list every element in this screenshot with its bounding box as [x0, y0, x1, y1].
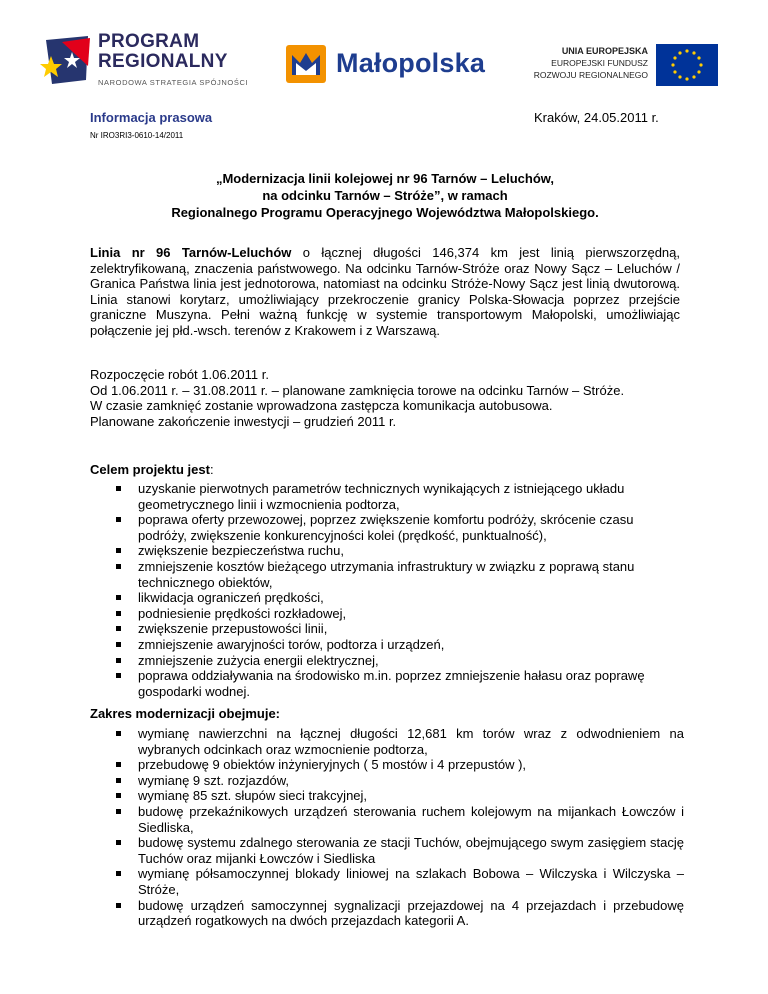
list-item-text: zwiększenie przepustowości linii,: [138, 621, 328, 637]
list-item: [108, 512, 684, 543]
bullet-icon: [116, 840, 121, 845]
schedule-start: Rozpoczęcie robót 1.06.2011 r.: [90, 367, 269, 382]
document-type-label: Informacja prasowa: [90, 110, 213, 125]
list-item: [108, 866, 684, 897]
list-item: [108, 606, 684, 622]
headline-line3: Regionalnego Programu Operacyjnego Województwa Małopolskiego.: [171, 205, 599, 220]
list-item-text: podniesienie prędkości rozkładowej,: [138, 605, 347, 621]
list-item-text: zmniejszenie zużycia energii elektrycznej,: [138, 652, 379, 668]
eu-fund-logo: [522, 44, 718, 88]
bullet-icon: [116, 517, 121, 522]
list-item-text: zmniejszenie awaryjności torów, podtorza i urządzeń,: [138, 636, 445, 652]
list-item-text: poprawa oferty przewozowej, poprzez zwiększenie komfortu podróży, skrócenie czasu podróży, zwiększenie konkurencyjności kolei (prędkość, punktualność),: [138, 512, 634, 543]
scope-heading: Zakres modernizacji obejmuje:: [90, 706, 281, 721]
list-item-text: wymianę 9 szt. rozjazdów,: [138, 772, 290, 788]
bullet-icon: [116, 486, 121, 491]
bullet-icon: [116, 871, 121, 876]
list-item-text: zmniejszenie kosztów bieżącego utrzymania infrastruktury w związku z poprawą stanu technicznego obiektów,: [138, 558, 635, 590]
bullet-icon: [116, 658, 121, 663]
goals-heading-text: Celem projektu jest: [90, 462, 210, 477]
list-item: [108, 653, 684, 669]
list-item: [108, 773, 684, 789]
scope-list: [108, 726, 684, 929]
bullet-icon: [116, 731, 121, 736]
bullet-icon: [116, 778, 121, 783]
list-item: [108, 559, 684, 590]
goals-heading-colon: :: [209, 462, 214, 477]
headline-line2: na odcinku Tarnów – Stróże”, w ramach: [262, 188, 508, 203]
list-item: [108, 726, 684, 757]
malopolska-logo-text: Małopolska: [336, 48, 486, 78]
list-item: [108, 788, 684, 804]
intro-bold-lead: Linia nr 96 Tarnów-Leluchów: [90, 245, 292, 260]
list-item-text: przebudowę 9 obiektów inżynieryjnych ( 5 mostów i 4 przepustów ),: [138, 757, 527, 773]
list-item-text: uzyskanie pierwotnych parametrów technicznych wynikających z istniejącego układu geometrycznego linii i wzmocnienia podtorza,: [138, 481, 625, 512]
list-item-text: budowę systemu zdalnego sterowania ze stacji Tuchów, obejmującego swym zasięgiem stację Tuchów oraz mijanki Łowczów i Siedliska: [138, 835, 684, 866]
list-item: [108, 898, 684, 929]
headline-line1: „Modernizacja linii kolejowej nr 96 Tarnów – Leluchów,: [215, 171, 555, 186]
goals-list: [108, 481, 684, 699]
bullet-icon: [116, 611, 121, 616]
schedule-closure: Od 1.06.2011 r. – 31.08.2011 r. – planowane zamknięcia torowe na odcinku Tarnów – Stróże.: [90, 382, 625, 398]
press-release-headline: [90, 170, 680, 221]
program-logo-line2: REGIONALNY: [98, 51, 228, 72]
program-logo-title: [98, 32, 228, 72]
list-item-text: poprawa oddziaływania na środowisko m.in. poprzez zmniejszenie hałasu oraz poprawę gospodarki wodnej.: [138, 668, 645, 699]
program-star-icon: [36, 32, 94, 92]
list-item-text: wymianę półsamoczynnej blokady liniowej na szlakach Bobowa – Wilczyska i Wilczyska – Stróże,: [138, 866, 684, 897]
bullet-icon: [116, 673, 121, 678]
list-item: [108, 668, 684, 699]
list-item: [108, 835, 684, 866]
bullet-icon: [116, 564, 121, 569]
schedule-paragraph: [90, 367, 680, 429]
list-item: [108, 757, 684, 773]
list-item: [108, 590, 684, 606]
list-item: [108, 543, 684, 559]
bullet-icon: [116, 793, 121, 798]
bullet-icon: [116, 809, 121, 814]
list-item-text: zwiększenie bezpieczeństwa ruchu,: [138, 543, 344, 559]
goals-heading: [90, 462, 214, 477]
eu-flag-icon: [656, 44, 718, 86]
list-item-text: wymianę 85 szt. słupów sieci trakcyjnej,: [138, 788, 368, 804]
bullet-icon: [116, 595, 121, 600]
place-date: Kraków, 24.05.2011 r.: [534, 110, 659, 125]
list-item: [108, 637, 684, 653]
list-item-text: budowę przekaźnikowych urządzeń sterowania ruchem kolejowym na mijankach Łowczów i Siedliska,: [138, 803, 684, 835]
intro-paragraph: [90, 245, 680, 339]
bullet-icon: [116, 762, 121, 767]
reference-number: Nr IRO3RI3-0610-14/2011: [90, 131, 184, 140]
program-logo-tagline: NARODOWA STRATEGIA SPÓJNOŚCI: [98, 78, 249, 87]
list-item-text: budowę urządzeń samoczynnej sygnalizacji przejazdowej na 4 przejazdach i przebudowę urządzeń rogatkowych na dwóch przejazdach kategorii A.: [138, 897, 684, 929]
intro-text: o łącznej długości 146,374 km jest linią pierwszorzędną, zelektryfikowaną, znaczenia państwowego. Na odcinku Tarnów-Stróże oraz Nowy Sącz – Leluchów / Granica Państwa linia jest jednotorowa, natomiast na odcinku Stróże-Nowy Sącz jest linią dwutorową. Linia stanowi korytarz, umożliwiający przekroczenie granicy Polska-Słowacja poprzez przejście graniczne Muszyna. Pełni ważną funkcję w systemie transportowym Małopolski, umożliwiając połączenie jej płd.-wsch. terenów z Krakowem i z Warszawą.: [90, 245, 680, 338]
eu-logo-line2: EUROPEJSKI FUNDUSZ: [551, 58, 648, 68]
malopolska-logo: [286, 44, 501, 84]
bullet-icon: [116, 626, 121, 631]
eu-logo-line3: ROZWOJU REGIONALNEGO: [533, 70, 648, 80]
bullet-icon: [116, 642, 121, 647]
list-item: [108, 804, 684, 835]
eu-logo-text: [522, 45, 648, 81]
schedule-end: Planowane zakończenie inwestycji – grudzień 2011 r.: [90, 413, 397, 429]
malopolska-emblem-icon: [286, 45, 326, 83]
list-item: [108, 621, 684, 637]
program-logo-line1: PROGRAM: [98, 31, 200, 52]
schedule-bus: W czasie zamknięć zostanie wprowadzona zastępcza komunikacja autobusowa.: [90, 398, 553, 414]
list-item: [108, 481, 684, 512]
program-regionalny-logo: [36, 28, 266, 100]
bullet-icon: [116, 903, 121, 908]
bullet-icon: [116, 548, 121, 553]
list-item-text: likwidacja ograniczeń prędkości,: [138, 590, 324, 606]
eu-logo-line1: UNIA EUROPEJSKA: [561, 46, 648, 56]
list-item-text: wymianę nawierzchni na łącznej długości 12,681 km torów wraz z odwodnieniem na wybranych odcinkach oraz wzmocnienie podtorza,: [138, 726, 684, 757]
